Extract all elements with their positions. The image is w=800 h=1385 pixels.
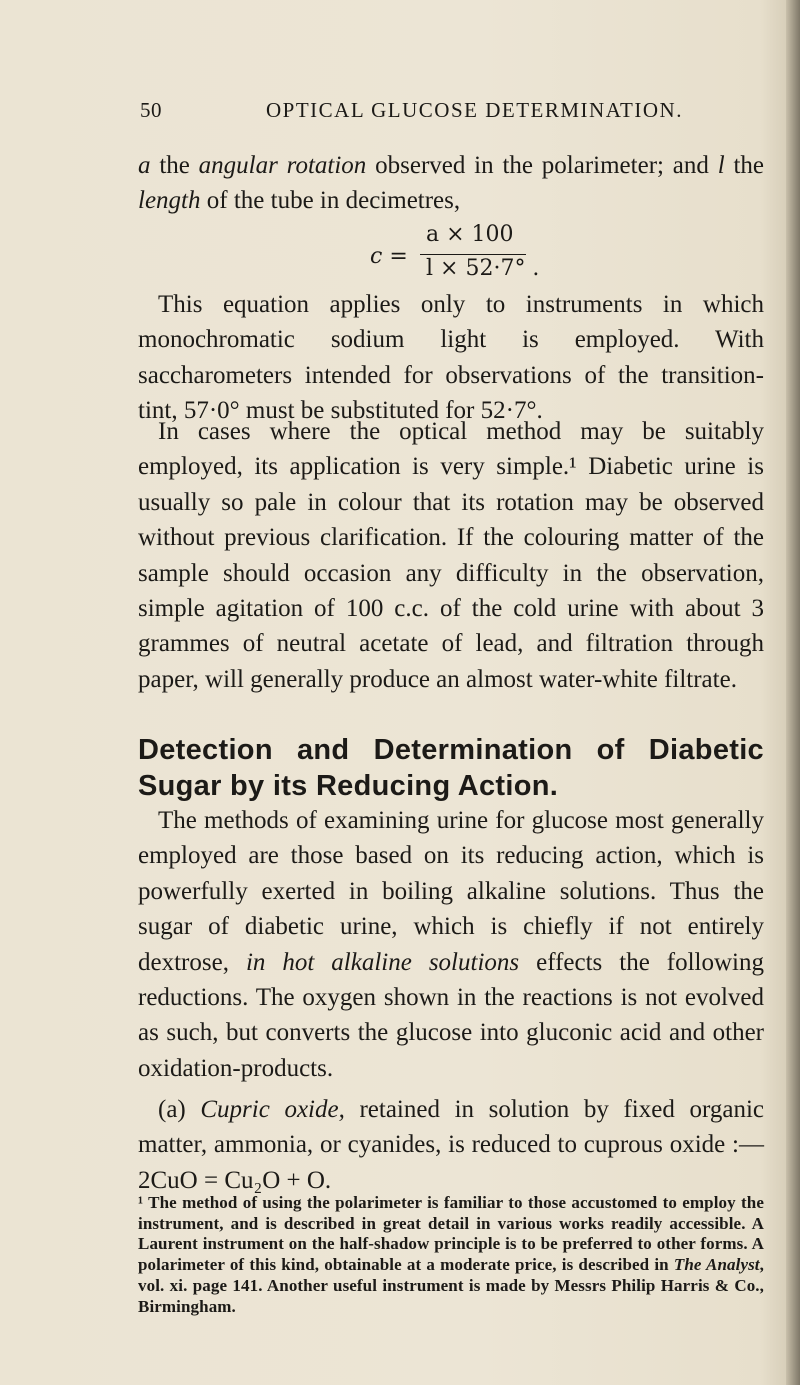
para4-text-1: The methods of examining urine for glucose most generally employed are those based on its reducing action, which is powerfully exerted in boiling alkaline solutions. Thus the sugar of diabetic urine, which is chiefly if not entirely dextrose, <box>138 807 764 976</box>
page-number: 50 <box>140 98 162 122</box>
var-a: a <box>138 152 151 179</box>
para1-text-4: of the tube in decimetres, <box>200 187 461 215</box>
para4-text-2: effects the following reductions. The oxygen shown in the reactions is not evolved as such, but converts the glucose into gluconic acid and other oxidation-products. <box>138 948 765 1082</box>
angular-rotation-term: angular rotation <box>198 152 367 179</box>
formula-numerator: a × 100 <box>426 222 514 247</box>
footnote-text-1: ¹ The method of using the polarimeter is familiar to those accustomed to employ the instrument, and is described in great detail in various works readily accessible. A Laurent instrument on the half-shadow principle is to be preferred to other forms. A polarimeter of this kind, obtainable at a moderate price, is described in <box>138 1193 764 1275</box>
para5-label: (a) <box>158 1096 186 1123</box>
para2-text: This equation applies only to instruments in which monochromatic sodium light is employed. With saccharometers intended for observations of the transition-tint, 57·0° must be substituted for 52·7°. <box>138 291 764 425</box>
footnote <box>138 1193 764 1317</box>
formula-lhs: c = <box>370 244 408 269</box>
footnote-text-2: , vol. xi. page 141. Another useful instrument is made by Messrs Philip Harris & Co., Birmingham. <box>138 1255 764 1316</box>
formula-denominator: l × 52·7° . <box>426 256 540 281</box>
para1-text-1: the <box>150 152 199 179</box>
section-heading: Detection and Determination of Diabetic Sugar by its Reducing Action. <box>138 734 764 802</box>
para5-title: Cupric oxide, <box>200 1096 345 1123</box>
paragraph-optical-method <box>138 414 764 697</box>
length-term: length <box>138 187 201 215</box>
para1-text-3: the <box>724 152 764 179</box>
paragraph-cupric-oxide <box>138 1092 764 1198</box>
running-title: OPTICAL GLUCOSE DETERMINATION. <box>266 98 683 122</box>
concentration-formula <box>370 222 570 292</box>
footnote-journal: The Analyst <box>673 1255 760 1275</box>
paragraph-reducing-methods <box>138 803 764 1086</box>
para3-text: In cases where the optical method may be suitably employed, its application is very simple.¹ Diabetic urine is usually so pale in colour that its rotation may be observed without previous clarification. If the colouring matter of the sample should occasion any difficulty in the observation, simple agitation of 100 c.c. of the cold urine with about 3 grammes of neutral acetate of lead, and filtration through paper, will generally produce an almost water-white filtrate. <box>138 418 764 693</box>
var-l: l <box>717 152 725 179</box>
para4-emphasis: in hot alkaline solutions <box>245 948 520 976</box>
para5-text: retained in solution by fixed organic matter, ammonia, or cyanides, is reduced to cuprous oxide :—2CuO = Cu₂O + O. <box>138 1096 764 1194</box>
para1-text-2: observed in the polarimeter; and <box>366 152 718 179</box>
fraction-bar <box>420 254 526 255</box>
paragraph-definitions <box>138 148 764 219</box>
paragraph-sodium-light <box>138 287 764 429</box>
page-edge-shadow <box>786 0 800 1385</box>
